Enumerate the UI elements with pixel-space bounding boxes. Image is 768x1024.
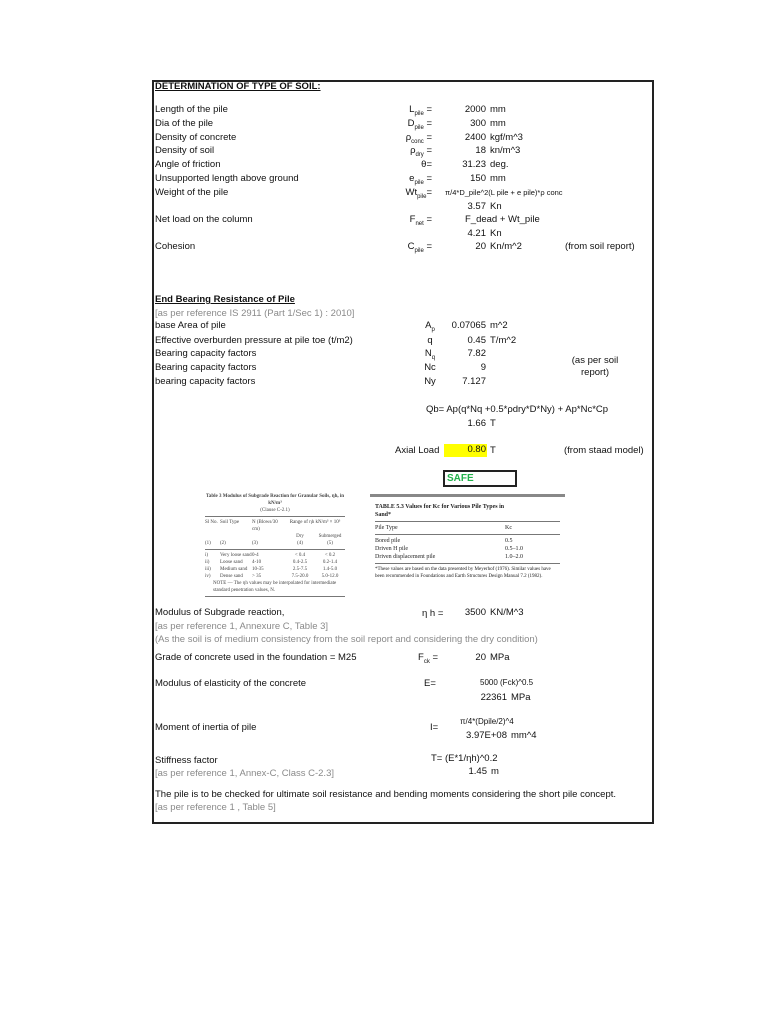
weight-unit: Kn: [490, 201, 502, 212]
axial-load-input[interactable]: 0.80: [444, 444, 487, 457]
net-load-label: Net load on the column: [155, 214, 253, 225]
net-load-symbol: $F_{net}$ =: [409, 214, 432, 227]
subgrade-value: 3500: [464, 607, 486, 618]
elasticity-unit: MPa: [511, 692, 531, 703]
weight-label: Weight of the pile: [155, 187, 229, 198]
stiffness-ref: [as per reference 1, Annex-C, Class C-2.3]: [155, 768, 334, 779]
row-label: Angle of friction: [155, 159, 221, 170]
row-symbol: $e_{pile}$ =: [409, 173, 432, 186]
table3-image: [205, 493, 345, 599]
eb-row-label: Bearing capacity factors: [155, 348, 257, 359]
eb-row-symbol: Nc: [424, 362, 436, 373]
table53-row: Driven H pile 0.5–1.0: [375, 546, 523, 552]
row-symbol: $D_{pile}$ =: [407, 118, 432, 131]
row-symbol: $\rho_{conc}$ =: [405, 132, 432, 145]
eb-row-unit: m^2: [490, 320, 508, 331]
conclusion-ref: [as per reference 1 , Table 5]: [155, 802, 276, 813]
row-label: Unsupported length above ground: [155, 173, 299, 184]
eb-row-unit: T/m^2: [490, 335, 517, 346]
qb-value: 1.66: [467, 418, 486, 429]
row-label: Dia of the pile: [155, 118, 214, 129]
end-bearing-reference: [as per reference IS 2911 (Part 1/Sec 1) : 2010]: [155, 308, 355, 319]
row-symbol: $L_{pile}$ =: [409, 104, 432, 117]
eb-row-symbol: $N_q$: [424, 348, 436, 361]
cohesion-remark: (from soil report): [565, 241, 635, 252]
eb-row-value: 9: [480, 362, 486, 373]
stiffness-unit: m: [491, 766, 499, 777]
table53-note: *These values are based on the data presented by Meyerhof (1976). Similar values have been recommended in Foundations and Earth Structures Design Manual 7.2 (1982).: [375, 567, 551, 579]
table53-bar: [370, 494, 565, 497]
net-load-formula: F_dead + Wt_pile: [465, 214, 540, 225]
eb-row-label: base Area of pile: [155, 320, 226, 331]
row-unit: kgf/m^3: [490, 132, 523, 143]
inertia-value: 3.97E+08: [466, 730, 507, 741]
table3-colnum: (5): [327, 541, 333, 546]
table53-row: Bored pile 0.5: [375, 538, 513, 544]
table3-clause: (Clause C-2.1): [260, 508, 290, 513]
subgrade-symbol: η h =: [422, 608, 444, 619]
net-load-value: 4.21: [467, 228, 486, 239]
stiffness-value: 1.45: [468, 766, 487, 777]
stiffness-formula: T= (E*1/ηh)^0.2: [431, 753, 498, 764]
table3-header: Range of ηh kN/m³ × 10³: [289, 520, 341, 525]
elasticity-value: 22361: [480, 692, 507, 703]
status-badge: SAFE: [443, 470, 517, 487]
stiffness-label: Stiffness factor: [155, 755, 218, 766]
table3-row: i) Very loose sand 0-4 < 0.4 < 0.2: [205, 553, 336, 558]
grade-value: 20: [475, 652, 486, 663]
qb-unit: T: [490, 418, 496, 429]
net-load-unit: Kn: [490, 228, 502, 239]
row-unit: kn/m^3: [490, 145, 521, 156]
row-unit: mm: [490, 118, 506, 129]
table3-colnum: (1): [205, 541, 211, 546]
cohesion-unit: Kn/m^2: [490, 241, 522, 252]
weight-value: 3.57: [467, 201, 486, 212]
row-value: 150: [470, 173, 486, 184]
row-label: Density of soil: [155, 145, 215, 156]
section-heading: DETERMINATION OF TYPE OF SOIL:: [155, 81, 321, 92]
table3-colnum: (4): [297, 541, 303, 546]
table3-subheader: Dry: [296, 534, 304, 539]
axial-load-remark: (from staad model): [564, 445, 644, 456]
eb-row-value: 7.127: [462, 376, 486, 387]
table53-row: Driven displacement pile 1.0–2.0: [375, 554, 523, 560]
row-unit: mm: [490, 104, 506, 115]
eb-remark: (as per soil report): [571, 355, 619, 378]
eb-row-value: 7.82: [467, 348, 486, 359]
subgrade-label: Modulus of Subgrade reaction,: [155, 607, 285, 618]
row-value: 31.23: [462, 159, 486, 170]
end-bearing-title: End Bearing Resistance of Pile: [155, 294, 295, 305]
cohesion-label: Cohesion: [155, 241, 196, 252]
row-value: 18: [475, 145, 486, 156]
row-label: Length of the pile: [155, 104, 228, 115]
eb-row-value: 0.07065: [451, 320, 486, 331]
table3-header: Soil Type: [220, 520, 240, 525]
row-value: 300: [470, 118, 486, 129]
row-unit: mm: [490, 173, 506, 184]
table53-header: Kc: [505, 525, 512, 531]
elasticity-formula: 5000 (Fck)^0.5: [480, 678, 534, 687]
inertia-unit: mm^4: [511, 730, 537, 741]
inertia-symbol: I=: [430, 722, 439, 733]
eb-row-label: Bearing capacity factors: [155, 362, 257, 373]
row-value: 2000: [464, 104, 486, 115]
row-unit: deg.: [490, 159, 509, 170]
eb-row-symbol: q: [427, 335, 433, 346]
grade-label: Grade of concrete used in the foundation = M25: [155, 652, 357, 663]
eb-row-value: 0.45: [467, 335, 486, 346]
grade-unit: MPa: [490, 652, 510, 663]
elasticity-label: Modulus of elasticity of the concrete: [155, 678, 307, 689]
table3-colnum: (2): [220, 541, 226, 546]
table3-header: Sl No.: [205, 520, 218, 525]
eb-row-symbol: Ny: [424, 376, 436, 387]
elasticity-symbol: E=: [424, 678, 436, 689]
inertia-label: Moment of inertia of pile: [155, 722, 257, 733]
table3-row: iii) Medium sand 10-35 2.5-7.5 1.4-5.0: [205, 567, 338, 572]
cohesion-symbol: $C_{pile}$ =: [407, 241, 432, 254]
row-symbol: θ=: [421, 159, 432, 170]
table3-row: iv) Dense sand > 35 7.5-20.0 5.0-12.0: [205, 574, 339, 579]
eb-row-label: bearing capacity factors: [155, 376, 256, 387]
weight-symbol: $Wt_{pile}=$: [405, 187, 432, 200]
eb-row-symbol: $A_p$: [425, 320, 435, 333]
weight-formula: π/4*D_pile^2(L pile + e pile)*ρ conc: [445, 188, 563, 197]
grade-symbol: $F_{ck}$ =: [418, 652, 438, 665]
row-symbol: $\rho_{dry}$ =: [410, 145, 432, 158]
row-value: 2400: [464, 132, 486, 143]
table3-header: N (Blows/30 cm): [252, 520, 278, 532]
table53-title: TABLE 5.3 Values for Kc for Various Pile Types in Sand*: [375, 504, 505, 518]
table3-subheader: Submerged: [318, 534, 342, 539]
subgrade-ref: [as per reference 1, Annexure C, Table 3]: [155, 621, 329, 632]
table3-row: ii) Loose sand 4-10 0.4-2.5 0.2-1.4: [205, 560, 338, 565]
eb-row-label: Effective overburden pressure at pile toe (t/m2): [155, 335, 353, 346]
table53-header: Pile Type: [375, 525, 398, 531]
table53-image: [375, 503, 560, 580]
inertia-formula: π/4*(Dpile/2)^4: [460, 717, 514, 726]
cohesion-value: 20: [475, 241, 486, 252]
table3-note: NOTE — The ηh values may be interpolated for intermediate standard penetration values, N.: [213, 581, 337, 593]
subgrade-unit: KN/M^3: [490, 607, 524, 618]
axial-load-label: Axial Load: [395, 445, 440, 456]
qb-formula: Qb= Ap(q*Nq +0.5*ρdry*D*Ny) + Ap*Nc*Cp: [426, 404, 609, 415]
table3-title: Table 3 Modulus of Subgrade Reaction for Granular Soils, ηh, in kN/m³: [205, 494, 345, 506]
axial-load-unit: T: [490, 445, 496, 456]
table3-colnum: (3): [252, 541, 258, 546]
conclusion-text: The pile is to be checked for ultimate soil resistance and bending moments considering the short pile concept.: [155, 789, 617, 800]
row-label: Density of concrete: [155, 132, 237, 143]
subgrade-note: (As the soil is of medium consistency from the soil report and considering the dry condition): [155, 634, 538, 645]
